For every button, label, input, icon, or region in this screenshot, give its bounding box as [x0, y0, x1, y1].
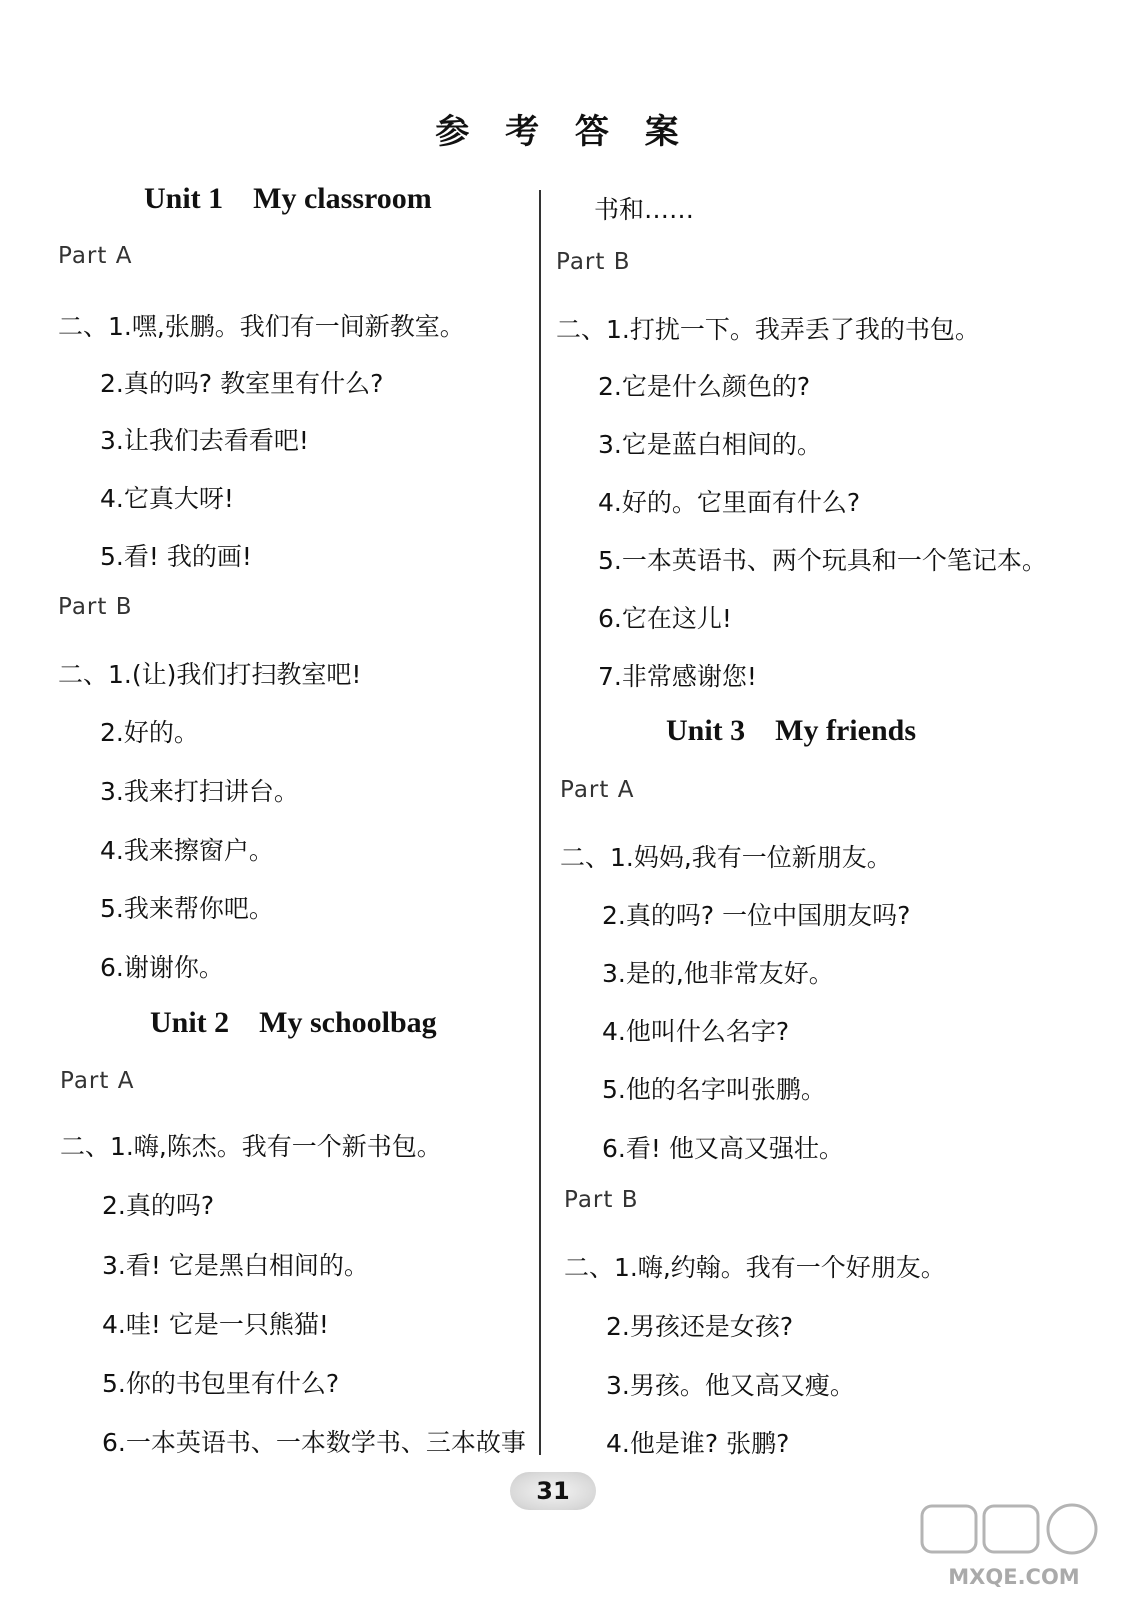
answer-line: 4.它真大呀!	[100, 484, 234, 513]
answer-line: 二、1.打扰一下。我弄丢了我的书包。	[556, 315, 980, 344]
column-divider	[539, 190, 541, 1455]
unit2-part-a-label: Part A	[60, 1068, 135, 1094]
answer-line: 3.我来打扫讲台。	[100, 777, 299, 806]
unit3-part-b-label: Part B	[564, 1187, 639, 1213]
unit2-heading: Unit 2 My schoolbag	[150, 1006, 437, 1039]
continuation-line: 书和……	[594, 195, 695, 224]
unit1-part-a-label: Part A	[58, 243, 133, 269]
answer-line: 2.真的吗? 教室里有什么?	[100, 369, 384, 398]
answer-line: 二、1.嗨,约翰。我有一个好朋友。	[564, 1253, 946, 1282]
answer-line: 6.看! 他又高又强壮。	[602, 1134, 844, 1163]
answer-line: 2.好的。	[100, 718, 199, 747]
answer-line: 7.非常感谢您!	[598, 662, 757, 691]
answer-line: 3.是的,他非常友好。	[602, 959, 834, 988]
answer-line: 3.它是蓝白相间的。	[598, 430, 822, 459]
unit1-part-b-label: Part B	[58, 594, 133, 620]
answer-line: 3.看! 它是黑白相间的。	[102, 1251, 369, 1280]
answer-line: 6.它在这儿!	[598, 604, 732, 633]
answer-line: 二、1.嘿,张鹏。我们有一间新教室。	[58, 312, 465, 341]
answer-line: 4.他是谁? 张鹏?	[606, 1429, 790, 1458]
answer-line: 6.谢谢你。	[100, 953, 224, 982]
watermark-logo	[914, 1500, 1114, 1592]
answer-line: 2.它是什么颜色的?	[598, 372, 811, 401]
answer-line: 4.哇! 它是一只熊猫!	[102, 1310, 329, 1339]
answer-line: 二、1.妈妈,我有一位新朋友。	[560, 843, 892, 872]
answer-line: 4.我来擦窗户。	[100, 836, 274, 865]
answer-line: 4.好的。它里面有什么?	[598, 488, 861, 517]
answer-line: 6.一本英语书、一本数学书、三本故事	[102, 1428, 526, 1457]
answer-line: 二、1.嗨,陈杰。我有一个新书包。	[60, 1132, 442, 1161]
page-title: 参 考 答 案	[435, 112, 691, 152]
answer-line: 5.看! 我的画!	[100, 542, 252, 571]
unit3-part-a-label: Part A	[560, 777, 635, 803]
answer-line: 2.真的吗? 一位中国朋友吗?	[602, 901, 911, 930]
answer-line: 二、1.(让)我们打扫教室吧!	[58, 660, 362, 689]
unit1-heading: Unit 1 My classroom	[144, 182, 432, 215]
answer-line: 5.你的书包里有什么?	[102, 1369, 340, 1398]
unit2-part-b-label: Part B	[556, 249, 631, 275]
answer-line: 5.一本英语书、两个玩具和一个笔记本。	[598, 546, 1047, 575]
answer-line: 3.男孩。他又高又瘦。	[606, 1371, 855, 1400]
watermark-text: MXQE.COM	[948, 1565, 1080, 1589]
answer-line: 3.让我们去看看吧!	[100, 426, 309, 455]
answer-line: 5.他的名字叫张鹏。	[602, 1075, 826, 1104]
answer-line: 2.真的吗?	[102, 1191, 215, 1220]
answer-line: 4.他叫什么名字?	[602, 1017, 790, 1046]
answer-line: 2.男孩还是女孩?	[606, 1312, 794, 1341]
answer-line: 5.我来帮你吧。	[100, 894, 274, 923]
unit3-heading: Unit 3 My friends	[666, 714, 916, 747]
page-number-badge: 31	[510, 1472, 596, 1510]
